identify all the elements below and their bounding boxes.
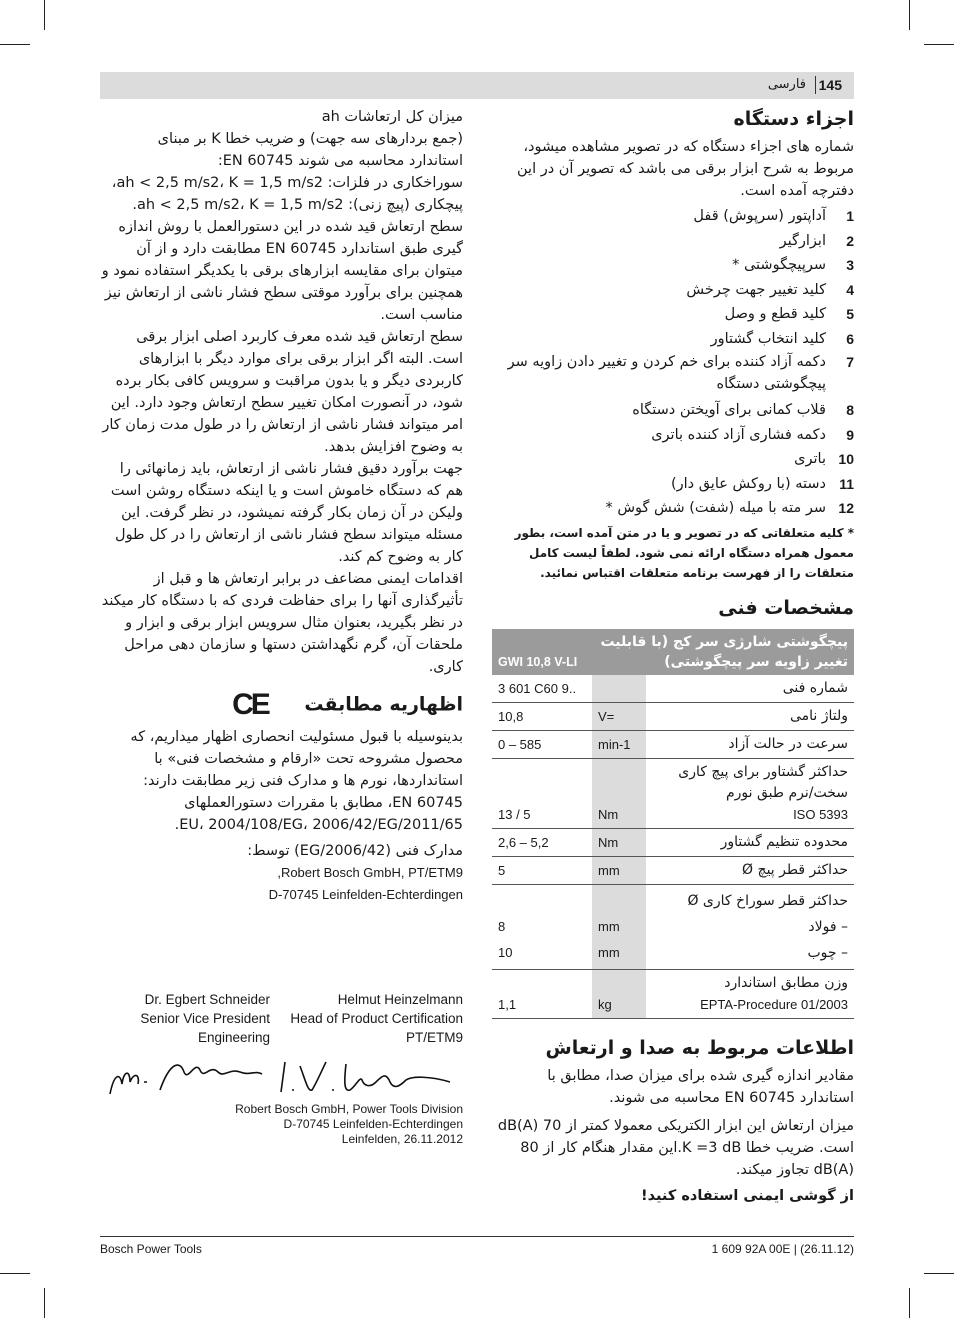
row-unit: V= (592, 702, 646, 730)
item-number: 5 (846, 306, 854, 322)
list-item (492, 447, 854, 472)
signer-1 (100, 990, 270, 1047)
list-item (492, 229, 854, 254)
row-value: 13 / 5 (492, 758, 592, 828)
crop-mark (44, 0, 45, 30)
conformity-title (100, 688, 463, 722)
noise-title: اطلاعات مربوط به صدا و ارتعاش (545, 1036, 854, 1059)
vibration-screwing: پیچکاری (پیچ زنی): ah < 2,5 m/s2، K = 1,5 m/s2. (132, 197, 463, 213)
list-item (492, 472, 854, 497)
item-number: 9 (846, 426, 854, 443)
item-number: 11 (839, 475, 854, 492)
conformity-paragraph-2: EN 60745، مطابق با مقررات دستورالعملهای 2011/65/EU، 2004/108/EG، 2006/42/EG. (174, 795, 463, 833)
company-footer (235, 1102, 463, 1147)
row-unit: mm mm (592, 884, 646, 969)
row-unit: kg (592, 969, 646, 1018)
item-text: دسته (با روکش عایق دار) (670, 475, 826, 492)
vibration-paragraph-3: جهت برآورد دقیق فشار ناشی از ارتعاش، باید زمانهائی را هم که دستگاه خاموش است و یا اینکه دستگاه روشن است ولیکن در آن زمان بکار گرفته نمیشود، در نظر گرفت. این مسئله میتواند سطح فشار ناشی از ارتعاش را در کل طول کار به وضوح کم کند. (110, 461, 463, 565)
row-unit: mm (592, 856, 646, 884)
company-division: Robert Bosch GmbH, Power Tools Division (235, 1102, 463, 1116)
item-text: آداپتور (سرپوش) قفل (693, 208, 826, 224)
list-item (492, 496, 854, 521)
row-value: 1,1 (492, 969, 592, 1018)
footer-doc-number: 1 609 92A 00E | (26.11.12) (711, 1242, 854, 1256)
drill-steel: – فولاد (808, 918, 848, 935)
table-row (492, 675, 854, 703)
list-item (492, 302, 854, 327)
table-row (492, 884, 854, 969)
noise-paragraph-1: مقادیر اندازه گیری شده برای میزان صدا، مطابق با استاندارد EN 60745 محاسبه می شوند. (547, 1067, 854, 1106)
item-text: باتری (794, 451, 826, 467)
vibration-paragraph-1: سطح ارتعاش قید شده در این دستورالعمل با روش اندازه گیری طبق استاندارد EN 60745 مطابقت دارد و از آن میتوان برای مقایسه ابزارهای برقی با یکدیگر استفاده نمود و همچنین برای برآورد موقتی سطح فشار ناشی از ارتعاش نیز مناسب است. (101, 219, 463, 323)
item-text: سر مته با میله (شفت) شش گوش * (605, 500, 826, 516)
item-number: 6 (846, 330, 854, 347)
row-unit: Nm (592, 828, 646, 856)
row-label: حداکثر قطر پیچ Ø (646, 856, 854, 884)
address-line-2: D-70745 Leinfelden-Echterdingen (268, 887, 463, 902)
item-text: کلید انتخاب گشتاور (710, 330, 826, 347)
row-unit (592, 675, 646, 703)
vibration-paragraph-2: سطح ارتعاش قید شده معرف کاربرد اصلی ابزار برقی است. البته اگر ابزار برقی برای موارد دیگر با ابزارهای کاربردی دیگر و یا بدون مراقبت و سرویس کافی بکار برده شود، در آنصورت امکان تغییر سطح ارتعاش وجود دارد. این امر میتواند فشار ناشی از ارتعاش را در طول مدت زمان کار به وضوح افزایش بدهد. (102, 329, 463, 455)
vibration-paragraph-4: اقدامات ایمنی مضاعف در برابر ارتعاش ها و قبل از تأثیرگذاری آنها را برای حفاظت فردی که با دستگاه کار میکند در نظر بگیرید، بعنوان مثال سرویس ابزار برقی و ابزار و ملحقات آن، گرم نگهداشتن دستها و سازمان دهی مراحل کاری. (101, 571, 463, 675)
row-unit: Nm (592, 758, 646, 828)
crop-mark (924, 1273, 954, 1274)
table-header-model: GWI 10,8 V-LI (492, 629, 592, 675)
item-number: 4 (846, 281, 854, 298)
row-label: وزن مطابق استاندارد EPTA-Procedure 01/2003 (646, 969, 854, 1018)
row-label: سرعت در حالت آزاد (646, 730, 854, 758)
crop-mark (909, 1288, 910, 1318)
item-number: 2 (846, 232, 854, 249)
right-column (492, 106, 854, 1207)
table-row (492, 758, 854, 828)
signer-name: Dr. Egbert Schneider (144, 992, 270, 1007)
row-value: 5 (492, 856, 592, 884)
row-label: محدوده تنظیم گشتاور (646, 828, 854, 856)
signer-department: PT/ETM9 (405, 1030, 463, 1045)
table-row (492, 856, 854, 884)
drill-label: حداکثر قطر سوراخ کاری Ø (687, 892, 848, 909)
components-intro: شماره های اجزاء دستگاه که در تصویر مشاهده میشود، مربوط به شرح ابزار برقی می باشد که تصویر آن در این دفترچه آمده است. (517, 139, 854, 199)
item-text: سرپیچگوشتی * (732, 257, 826, 273)
conformity-paragraph-3: مدارک فنی (2006/42/EG) توسط: (247, 843, 463, 859)
row-value: 8 10 (492, 884, 592, 969)
list-item (492, 253, 854, 278)
item-number: 7 (846, 354, 854, 370)
signer-title: Senior Vice President (140, 1011, 270, 1026)
signer-department: Engineering (197, 1030, 270, 1045)
page-header (100, 72, 854, 99)
crop-mark (0, 44, 30, 45)
page-footer (100, 1236, 854, 1256)
vibration-total-cont: (جمع بردارهای سه جهت) و ضریب خطا K بر مبنای استاندارد محاسبه می شوند EN 60745: (157, 131, 463, 169)
table-header-row (492, 629, 854, 675)
list-item (492, 204, 854, 229)
row-label (646, 884, 854, 969)
ce-mark-icon: CE (232, 688, 268, 721)
crop-mark (44, 1288, 45, 1318)
item-text: دکمه فشاری آزاد کننده باتری (651, 426, 826, 443)
signing-place-date: Leinfelden, 26.11.2012 (341, 1132, 463, 1146)
header-divider (815, 76, 816, 94)
list-item (492, 327, 854, 352)
list-item (492, 278, 854, 303)
conformity-paragraph-1: بدینوسیله با قبول مسئولیت انحصاری اظهار میداریم، که محصول مشروحه تحت «ارقام و مشخصات فنی» با استانداردها، نورم ها و مدارک فنی زیر مطابقت دارند: (130, 729, 463, 789)
page-number: 145 (818, 77, 842, 93)
row-label-standard: ISO 5393 (793, 806, 848, 822)
drill-wood: – چوب (807, 944, 848, 961)
item-text: کلید تغییر جهت چرخش (686, 281, 826, 298)
row-label: شماره فنی (646, 675, 854, 703)
table-row (492, 730, 854, 758)
item-number: 8 (846, 402, 854, 418)
item-number: 3 (846, 257, 854, 273)
row-value: 3 601 C60 9.. (492, 675, 592, 703)
noise-paragraph-2: میزان ارتعاش این ابزار الکتریکی معمولا کمتر از 70 dB(A) است. ضریب خطا K =3 dB.این مقدار هنگام کار از 80 dB(A) تجاوز میکند. (497, 1117, 854, 1178)
table-row (492, 828, 854, 856)
conformity-title-text: اظهاریه مطابقت (304, 693, 463, 716)
item-number: 1 (846, 208, 854, 224)
table-header-description: پیچگوشتی شارژی سر کج (با قابلیت تغییر زاویه سر پیچگوشتی) (592, 629, 854, 675)
vibration-drilling: سوراخکاری در فلزات: ah < 2,5 m/s2، K = 1,5 m/s2، (111, 175, 463, 191)
crop-mark (0, 1273, 30, 1274)
row-value: 10,8 (492, 702, 592, 730)
specs-title: مشخصات فنی (718, 596, 854, 619)
row-label: ولتاژ نامی (646, 702, 854, 730)
table-row (492, 969, 854, 1018)
address-line-1: Robert Bosch GmbH, PT/ETM9, (277, 865, 463, 880)
accessories-note: * کلیه متعلقاتی که در تصویر و یا در متن آمده است، بطور معمول همراه دستگاه ارائه نمی شود. لطفاً لیست کامل متعلقات را از فهرست برنامه متعلقات اقتباس نمائید. (514, 525, 854, 580)
header-language: فارسی (767, 77, 806, 92)
components-title: اجزاء دستگاه (733, 108, 854, 130)
row-label (646, 758, 854, 828)
list-item (492, 351, 854, 395)
crop-mark (924, 44, 954, 45)
list-item (492, 423, 854, 448)
components-list (492, 204, 854, 521)
row-value: 2,6 – 5,2 (492, 828, 592, 856)
footer-brand: Bosch Power Tools (100, 1242, 202, 1256)
item-text: ابزارگیر (779, 232, 826, 249)
row-unit: min-1 (592, 730, 646, 758)
company-address: D-70745 Leinfelden-Echterdingen (283, 1117, 463, 1131)
signer-name: Helmut Heinzelmann (337, 992, 463, 1007)
signer-title: Head of Product Certification (290, 1011, 463, 1026)
specs-table (492, 629, 854, 1019)
vibration-total: میزان کل ارتعاشات ah (321, 109, 463, 125)
row-label-text: حداکثر گشتاور برای پیچ کاری سخت/نرم طبق نورم (678, 763, 848, 801)
row-value: 0 – 585 (492, 730, 592, 758)
item-text: کلید قطع و وصل (724, 306, 826, 322)
left-column (100, 106, 463, 906)
crop-mark (909, 0, 910, 30)
signer-2 (273, 990, 463, 1047)
item-text: قلاب کمانی برای آویختن دستگاه (632, 402, 826, 418)
table-row (492, 702, 854, 730)
item-text: دکمه آزاد کننده برای خم کردن و تغییر دادن زاویه سر پیچگوشتی دستگاه (507, 354, 826, 392)
handwritten-signatures (100, 1052, 463, 1102)
hearing-protection-warning: از گوشی ایمنی استفاده کنید! (641, 1187, 854, 1204)
list-item (492, 398, 854, 423)
item-number: 10 (838, 451, 854, 467)
item-number: 12 (838, 500, 854, 516)
